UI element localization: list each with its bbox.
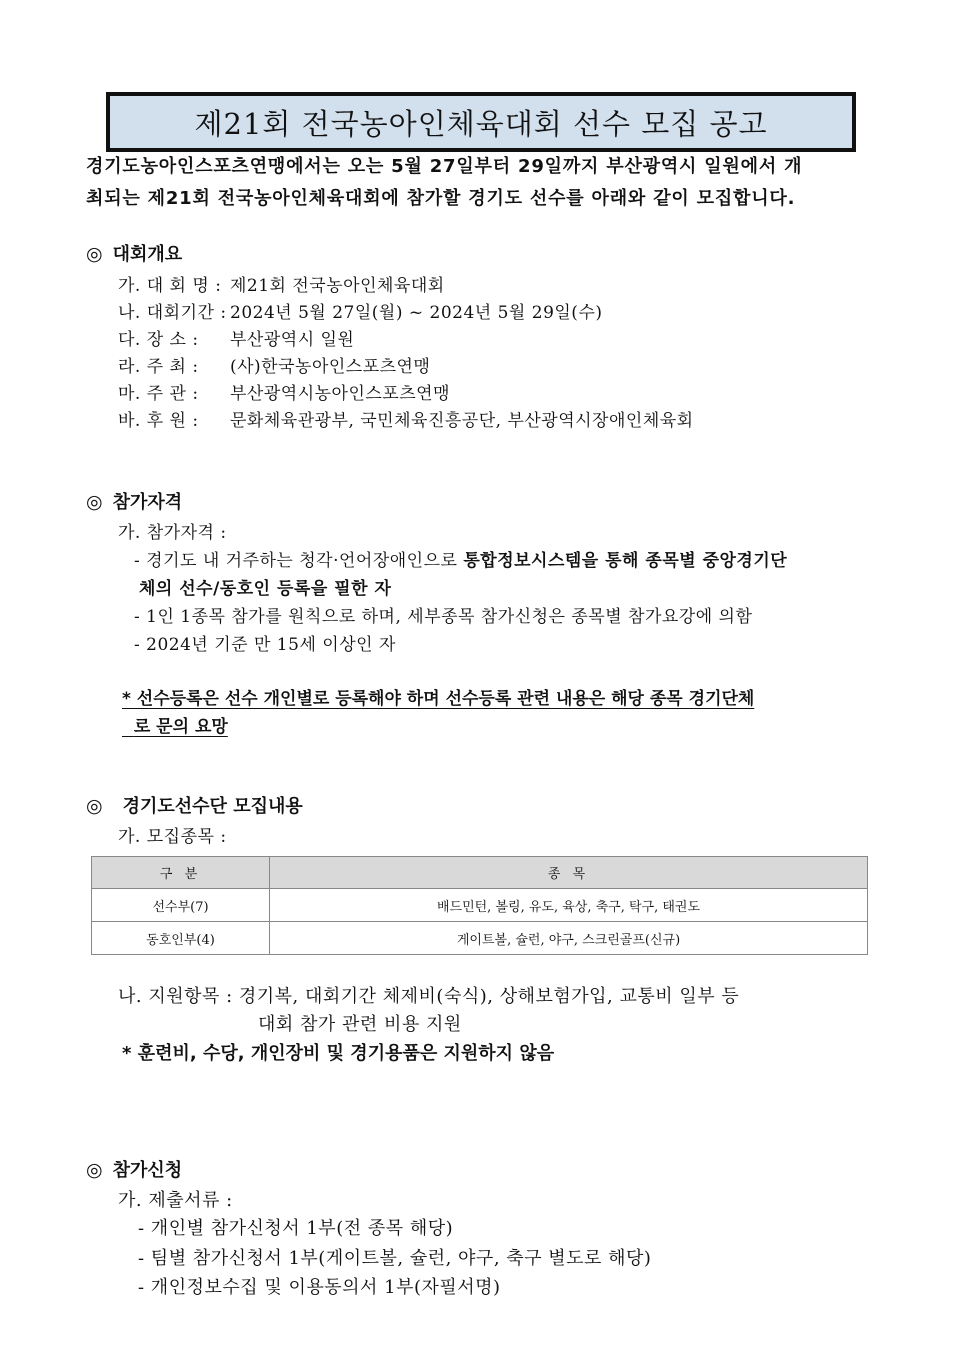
recruitment-sub: 가. 모집종목 : (118, 827, 227, 847)
section-overview-heading (86, 240, 182, 266)
cell-category: 선수부(7) (92, 889, 270, 922)
double-circle-icon: ◎ (86, 491, 103, 513)
title-text: 제21회 전국농아인체육대회 선수 모집 공고 (194, 106, 768, 141)
double-circle-icon: ◎ (86, 243, 103, 265)
eligibility-bullet-3: - 2024년 기준 만 15세 이상인 자 (134, 635, 396, 655)
table-row (92, 889, 868, 922)
overview-item: 라. 주 최 : (사)한국농아인스포츠연맹 (118, 357, 431, 377)
double-circle-icon: ◎ (86, 1159, 103, 1181)
overview-item: 마. 주 관 : 부산광역시농아인스포츠연맹 (118, 384, 450, 404)
registration-note-line-1: * 선수등록은 선수 개인별로 등록해야 하며 선수등록 관련 내용은 해당 종목 경기단체 (122, 689, 755, 709)
column-header-sports: 종 목 (270, 857, 868, 889)
application-item: - 개인별 참가신청서 1부(전 종목 해당) (138, 1218, 454, 1239)
registration-note-line-2: 로 문의 요망 (133, 717, 228, 737)
document-title (106, 92, 856, 152)
cell-sports: 배드민턴, 볼링, 유도, 육상, 축구, 탁구, 태권도 (270, 889, 868, 922)
column-header-category: 구 분 (92, 857, 270, 889)
application-item: - 개인정보수집 및 이용동의서 1부(자필서명) (138, 1277, 501, 1298)
intro-line-2: 최되는 제21회 전국농아인체육대회에 참가할 경기도 선수를 아래와 같이 모집합니다. (86, 188, 796, 209)
overview-item: 다. 장 소 : 부산광역시 일원 (118, 330, 355, 350)
section-application-heading (86, 1156, 182, 1182)
eligibility-bullet-1-cont: 체의 선수/동호인 등록을 필한 자 (139, 579, 392, 599)
heading-text: 경기도선수단 모집내용 (122, 796, 303, 817)
eligibility-bullet-2: - 1인 1종목 참가를 원칙으로 하며, 세부종목 참가신청은 종목별 참가요강에 의함 (134, 607, 753, 627)
double-circle-icon: ◎ (86, 795, 103, 817)
intro-line-1: 경기도농아인스포츠연맹에서는 오는 5월 27일부터 29일까지 부산광역시 일원에서 개 (86, 156, 803, 177)
support-line-2: 대회 참가 관련 비용 지원 (258, 1014, 462, 1035)
application-sub: 가. 제출서류 : (118, 1190, 233, 1211)
cell-sports: 게이트볼, 슐런, 야구, 스크린골프(신규) (270, 922, 868, 955)
cell-category: 동호인부(4) (92, 922, 270, 955)
support-line-1: 나. 지원항목 : 경기복, 대회기간 체제비(숙식), 상해보험가입, 교통비 일부 등 (118, 986, 740, 1007)
overview-item: 바. 후 원 : 문화체육관광부, 국민체육진흥공단, 부산광역시장애인체육회 (118, 411, 694, 431)
overview-item: 나. 대회기간 : 2024년 5월 27일(월) ~ 2024년 5월 29일(수) (118, 303, 603, 323)
overview-item: 가. 대 회 명 : 제21회 전국농아인체육대회 (118, 276, 445, 296)
table-header-row (92, 857, 868, 889)
eligibility-sub: 가. 참가자격 : (118, 523, 227, 543)
heading-text: 참가자격 (112, 492, 183, 513)
section-eligibility-heading (86, 488, 182, 514)
heading-text: 참가신청 (112, 1160, 183, 1181)
support-note: * 훈련비, 수당, 개인장비 및 경기용품은 지원하지 않음 (122, 1043, 555, 1064)
application-item: - 팀별 참가신청서 1부(게이트볼, 슐런, 야구, 축구 별도로 해당) (138, 1248, 652, 1269)
eligibility-bullet-1: - 경기도 내 거주하는 청각·언어장애인으로 통합정보시스템을 통해 종목별 중앙경기단 (134, 551, 788, 571)
section-recruitment-heading (86, 792, 303, 818)
sports-table (91, 856, 868, 955)
table-row (92, 922, 868, 955)
heading-text: 대회개요 (112, 244, 183, 265)
